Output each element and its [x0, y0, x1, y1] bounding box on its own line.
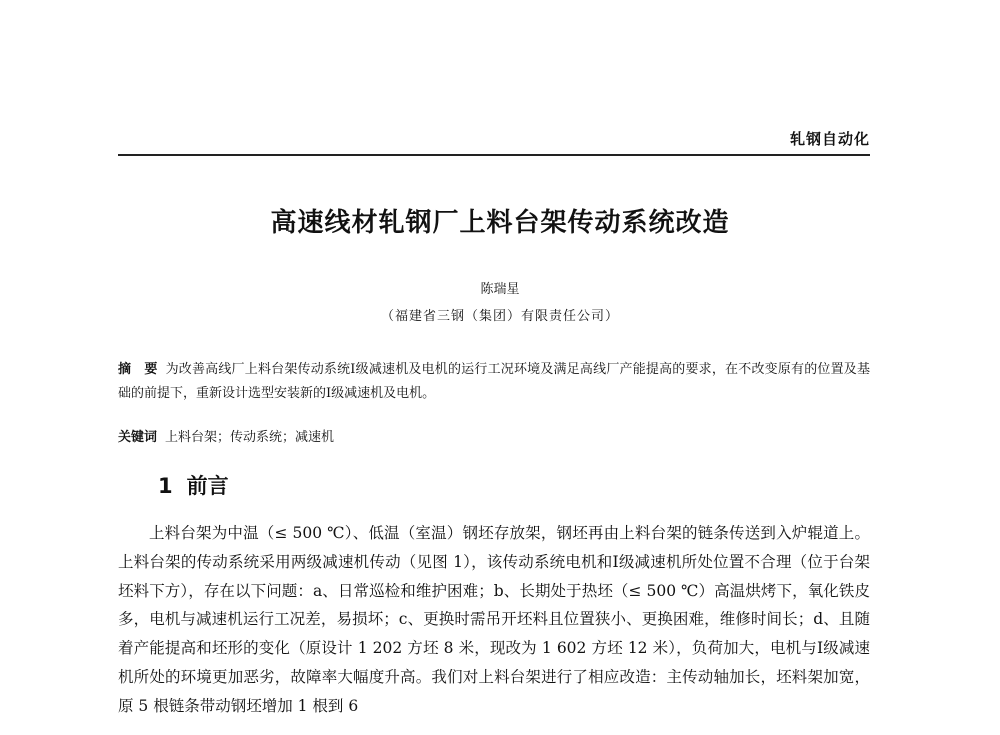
running-header: 轧钢自动化	[789, 130, 870, 148]
affiliation: （福建省三钢（集团）有限责任公司）	[380, 309, 619, 324]
abstract-text: 为改善高线厂上料台架传动系统Ⅰ级减速机及电机的运行工况环境及满足高线厂产能提高的要求，在不改变原有的位置及基础的前提下，重新设计选型安装新的Ⅰ级减速机及电机。	[118, 362, 870, 401]
paper-title: 高速线材轧钢厂上料台架传动系统改造	[270, 208, 730, 238]
author: 陈瑞星	[480, 282, 520, 297]
section-title: 前言	[186, 474, 229, 498]
section-heading	[158, 470, 229, 500]
abstract-label: 摘 要	[118, 362, 158, 377]
keywords-label: 关键词	[118, 430, 158, 445]
keywords-text: 上料台架；传动系统；减速机	[165, 430, 335, 445]
body-paragraph: 上料台架为中温（≤ 500 ℃）、低温（室温）钢坯存放架，钢坯再由上料台架的链条传送到入炉辊道上。上料台架的传动系统采用两级减速机传动（见图 1），该传动系统电机和Ⅰ级减速机所处位置不合理（位于台架坯料下方），存在以下问题：a、日常巡检和维护困难；b、长期处于热坯（≤ 500 ℃）高温烘烤下，氧化铁皮多，电机与减速机运行工况差，易损坏；c、更换时需吊开坯料且位置狭小、更换困难，维修时间长；d、且随着产能提高和坯形的变化（原设计 1 202 方坯 8 米，现改为 1 602 方坯 12 米），负荷加大，电机与Ⅰ级减速机所处的环境更加恶劣，故障率大幅度升高。我们对上料台架进行了相应改造：主传动轴加长，坯料架加宽，原 5 根链条带动钢坯增加 1 根到 6	[118, 524, 870, 715]
keywords	[118, 426, 870, 445]
section-number: 1	[158, 474, 173, 498]
abstract	[118, 358, 870, 406]
header-rule	[118, 154, 870, 156]
